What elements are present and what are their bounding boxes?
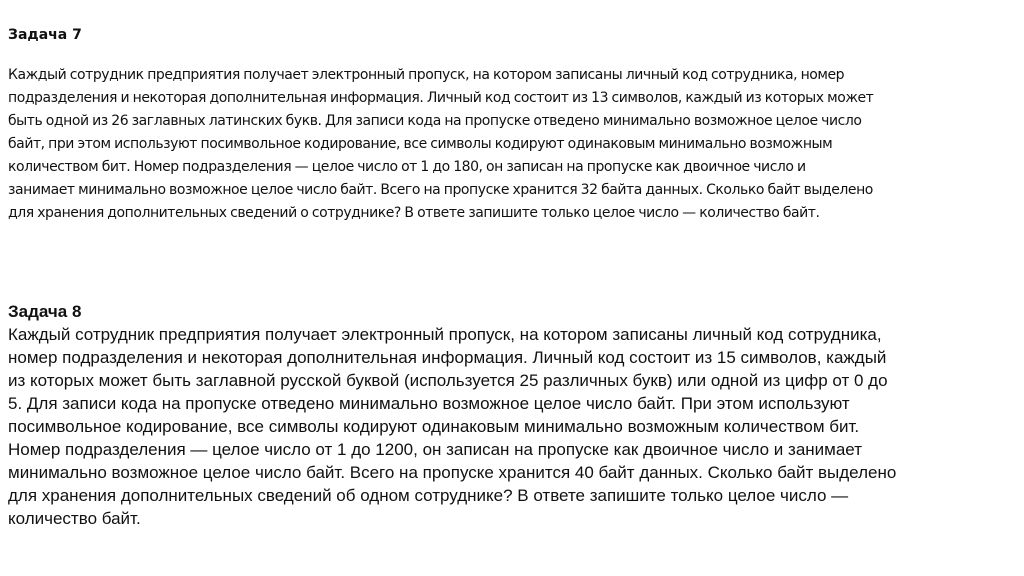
task-7-line: Каждый сотрудник предприятия получает электронный пропуск, на котором записаны личный код сотрудника, номер <box>8 67 845 83</box>
task-8-line: номер подразделения и некоторая дополнительная информация. Личный код состоит из 15 символов, каждый <box>8 348 887 367</box>
task-7-line: подразделения и некоторая дополнительная информация. Личный код состоит из 13 символов, каждый из которых может <box>8 90 874 106</box>
task-8-line: для хранения дополнительных сведений об одном сотруднике? В ответе запишите только целое число — <box>8 486 849 505</box>
task-7-line: количеством бит. Номер подразделения — целое число от 1 до 180, он записан на пропуске как двоичное число и <box>8 159 806 175</box>
task-8-line: Номер подразделения — целое число от 1 до 1200, он записан на пропуске как двоичное число и занимает <box>8 440 862 459</box>
task-8-line: из которых может быть заглавной русской буквой (используется 25 различных букв) или одной из цифр от 0 до <box>8 371 888 390</box>
task-8-line: 5. Для записи кода на пропуске отведено минимально возможное целое число байт. При этом используют <box>8 394 850 413</box>
task-7-line: байт, при этом используют посимвольное кодирование, все символы кодируют одинаковым минимально возможным <box>8 136 833 152</box>
task-8-line: количество байт. <box>8 509 141 528</box>
task-8-title: Задача 8 <box>8 302 82 321</box>
task-7-line: быть одной из 26 заглавных латинских букв. Для записи кода на пропуске отведено минимально возможное целое число <box>8 113 862 129</box>
task-8 <box>8 300 1018 530</box>
task-8-line: Каждый сотрудник предприятия получает электронный пропуск, на котором записаны личный код сотрудника, <box>8 325 882 344</box>
task-7-title: Задача 7 <box>8 27 82 43</box>
task-7 <box>8 24 1018 225</box>
task-7-line: для хранения дополнительных сведений о сотруднике? В ответе запишите только целое число — количество байт. <box>8 205 820 221</box>
task-7-line: занимает минимально возможное целое число байт. Всего на пропуске хранится 32 байта данных. Сколько байт выделено <box>8 182 873 198</box>
task-8-line: посимвольное кодирование, все символы кодируют одинаковым минимально возможным количеством бит. <box>8 417 860 436</box>
task-8-text <box>8 323 1018 530</box>
task-8-line: минимально возможное целое число байт. Всего на пропуске хранится 40 байт данных. Сколько байт выделено <box>8 463 897 482</box>
task-7-text <box>8 64 1018 225</box>
